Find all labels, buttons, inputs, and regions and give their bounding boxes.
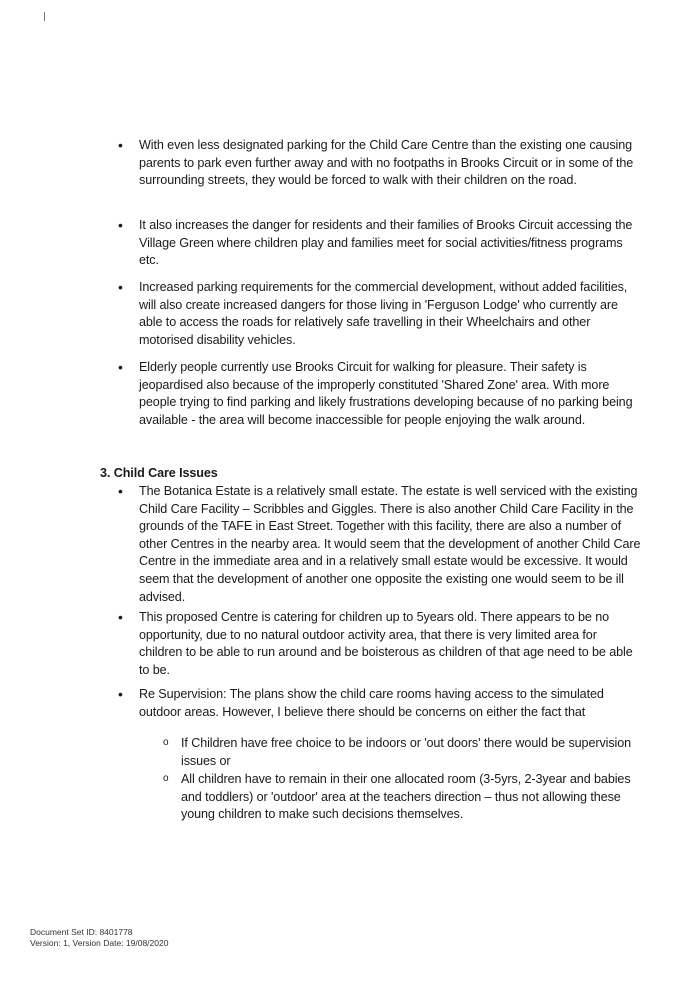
sub-bullet-allocated-room: o All children have to remain in their one allocated room (3-5yrs, 2-3year and babies and toddlers) or 'outdoor' area at the teachers direction – thus not allowing these young children to make such decisions themselves. — [163, 771, 636, 824]
footer-document-set-id: Document Set ID: 8401778 — [30, 927, 133, 937]
section-heading-child-care: 3. Child Care Issues — [100, 466, 218, 480]
bullet-supervision: • Re Supervision: The plans show the child care rooms having access to the simulated outdoor areas. However, I believe there should be concerns on either the fact that — [118, 686, 642, 721]
footer-version-date: Version: 1, Version Date: 19/08/2020 — [30, 938, 169, 948]
bullet-parking-footpaths: • With even less designated parking for the Child Care Centre than the existing one causing parents to park even further away and with no footpaths in Brooks Circuit or in some of the surrounding streets, they would be forced to walk with their children on the road. — [118, 137, 639, 190]
bullet-ferguson-lodge: • Increased parking requirements for the commercial development, without added facilities, will also create increased dangers for those living in 'Ferguson Lodge' who currently are able to access the roads for relatively safe travelling in their Wheelchairs and other motorised disability vehicles. — [118, 279, 644, 349]
bullet-proposed-centre: • This proposed Centre is catering for children up to 5years old. There appears to be no opportunity, due to no natural outdoor activity area, that there is very limited area for children to be able to run around and be boisterous as children of that age need to be able to be. — [118, 609, 642, 679]
bullet-village-green-danger: • It also increases the danger for residents and their families of Brooks Circuit accessing the Village Green where children play and families meet for social activities/fitness programs etc. — [118, 217, 639, 270]
sub-bullet-free-choice: o If Children have free choice to be indoors or 'out doors' there would be supervision issues or — [163, 735, 636, 770]
scan-edge-mark — [44, 12, 45, 21]
bullet-elderly-walking: • Elderly people currently use Brooks Circuit for walking for pleasure. Their safety is jeopardised also because of the improperly constituted 'Shared Zone' area. With more people trying to find parking and likely frustrations developing because of no parking being available - the area will become inaccessible for people enjoying the walk around. — [118, 359, 639, 429]
bullet-botanica-estate: • The Botanica Estate is a relatively small estate. The estate is well serviced with the existing Child Care Facility – Scribbles and Giggles. There is also another Child Care Facility in the grounds of the TAFE in East Street. Together with this facility, there are also a number of other Centres in the nearby area. It would seem that the development of another Child Care Centre in the immediate area and in a relatively small estate would be excessive. It would seem that the development of another one opposite the existing one would seem to be ill advised. — [118, 483, 642, 606]
